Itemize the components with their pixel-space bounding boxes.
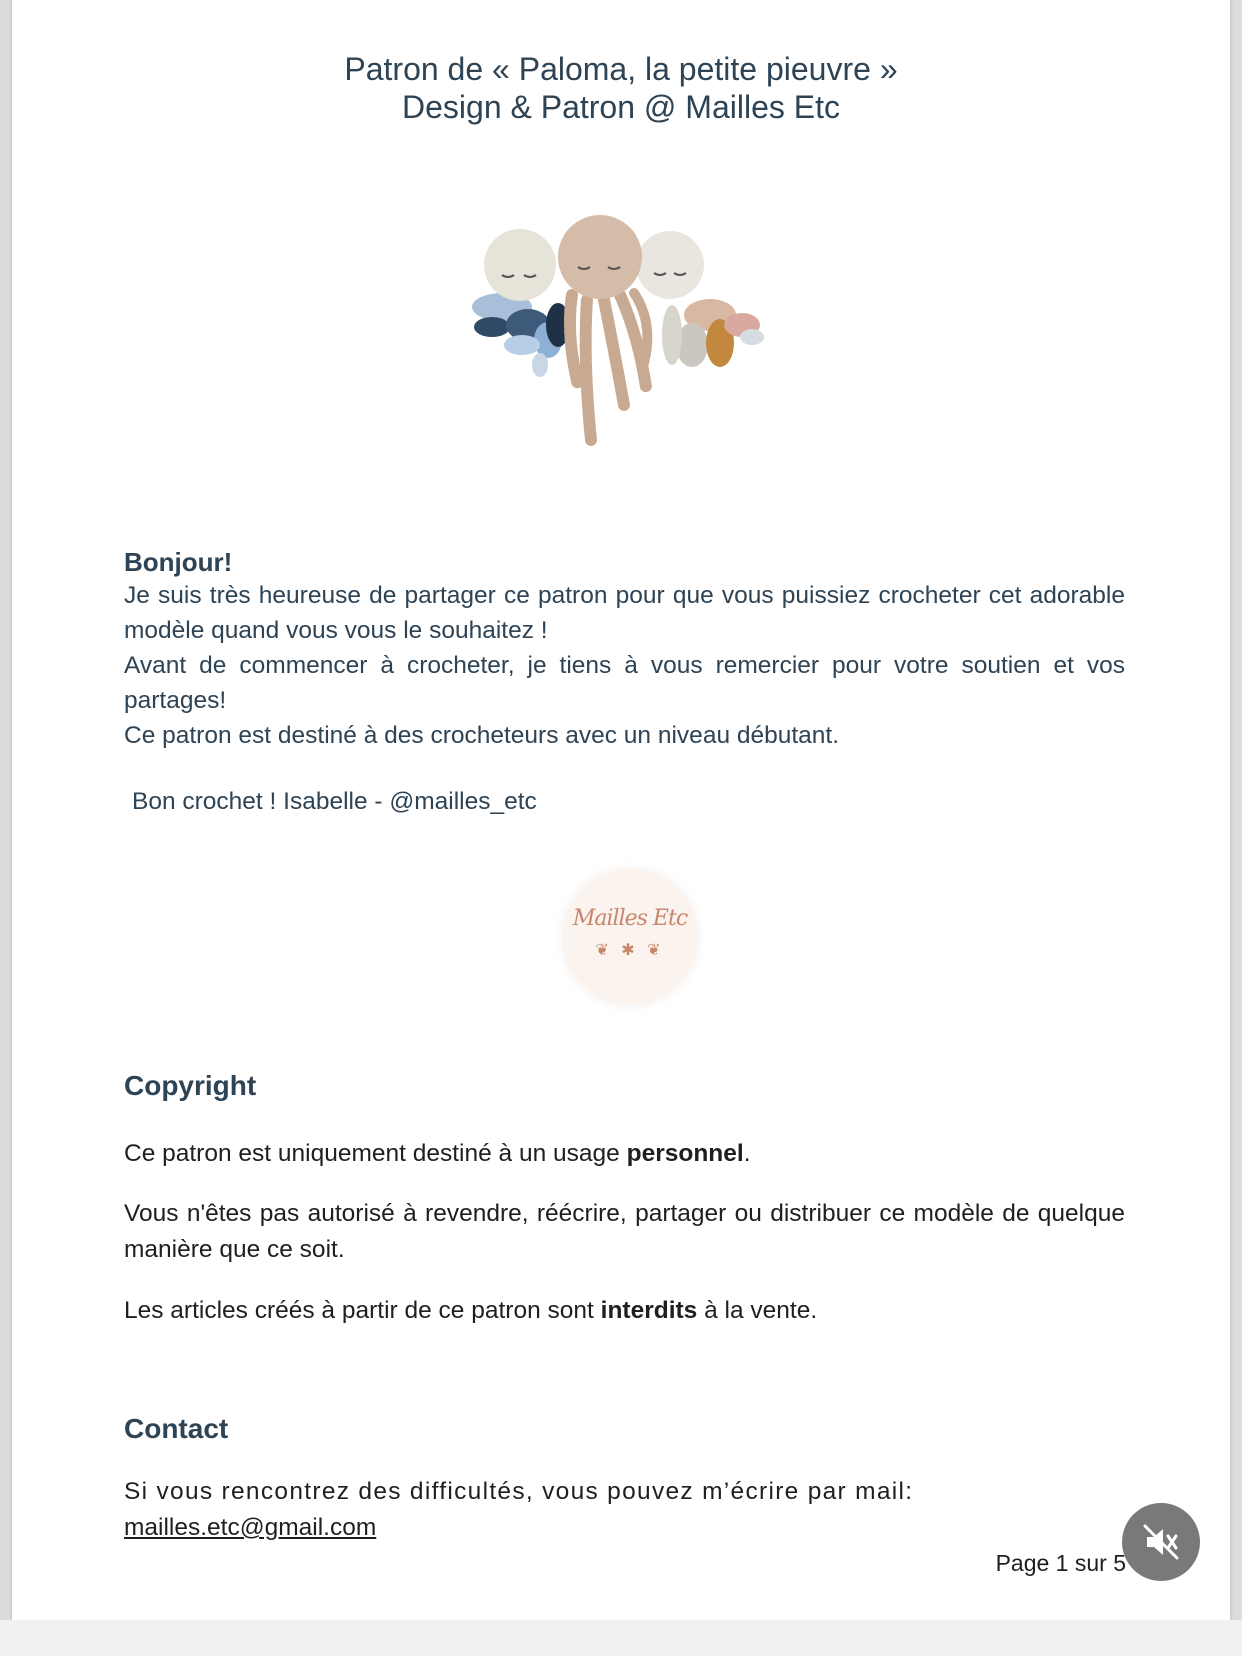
logo-decoration-icon: ❦ ✱ ❦	[595, 942, 665, 959]
copyright-p3-text: Les articles créés à partir de ce patron sont	[124, 1297, 601, 1324]
copyright-p1-end: .	[743, 1140, 751, 1167]
intro-paragraph-3: Ce patron est destiné à des crocheteurs avec un niveau débutant.	[124, 722, 840, 749]
intro-paragraph-1: Je suis très heureuse de partager ce patron pour que vous puissiez crocheter cet adorable modèle quand vous vous le souhaitez !	[124, 582, 1125, 644]
document-title-line2: Design & Patron @ Mailles Etc	[402, 89, 840, 125]
orange-octopus	[636, 231, 764, 367]
copyright-paragraph-3	[124, 1297, 1125, 1325]
copyright-p3-bold: interdits	[600, 1297, 698, 1324]
contact-email-link[interactable]: mailles.etc@gmail.com	[124, 1514, 377, 1541]
logo-script-text: Mailles Etc	[572, 906, 688, 931]
greeting: Bonjour!	[124, 547, 233, 577]
crochet-octopus-photo	[462, 215, 802, 455]
document-title-line1: Patron de « Paloma, la petite pieuvre »	[344, 51, 898, 87]
copyright-heading: Copyright	[124, 1070, 257, 1101]
mailles-etc-logo	[563, 870, 697, 1004]
copyright-p1-text: Ce patron est uniquement destiné à un usage	[124, 1140, 627, 1167]
contact-paragraph	[124, 1474, 1125, 1546]
bottom-bar	[0, 1620, 1242, 1656]
copyright-paragraph-1	[124, 1140, 1125, 1168]
document-page	[12, 0, 1230, 1620]
copyright-p1-bold: personnel	[626, 1140, 744, 1167]
page-indicator: Page 1 sur 5	[995, 1550, 1126, 1576]
copyright-p3-end: à la vente.	[697, 1297, 818, 1324]
intro-paragraph-2: Avant de commencer à crocheter, je tiens à vous remercier pour votre soutien et vos partages!	[124, 652, 1125, 714]
beige-octopus	[558, 215, 647, 440]
copyright-paragraph-2: Vous n'êtes pas autorisé à revendre, réécrire, partager ou distribuer ce modèle de quelque manière que ce soit.	[124, 1200, 1125, 1263]
mute-button[interactable]	[1122, 1503, 1200, 1581]
blue-octopus	[472, 229, 570, 377]
contact-text: Si vous rencontrez des difficultés, vous pouvez m’écrire par mail:	[124, 1478, 914, 1505]
signoff: Bon crochet ! Isabelle - @mailles_etc	[132, 788, 537, 815]
muted-speaker-icon	[1141, 1522, 1181, 1562]
contact-heading: Contact	[124, 1413, 229, 1444]
